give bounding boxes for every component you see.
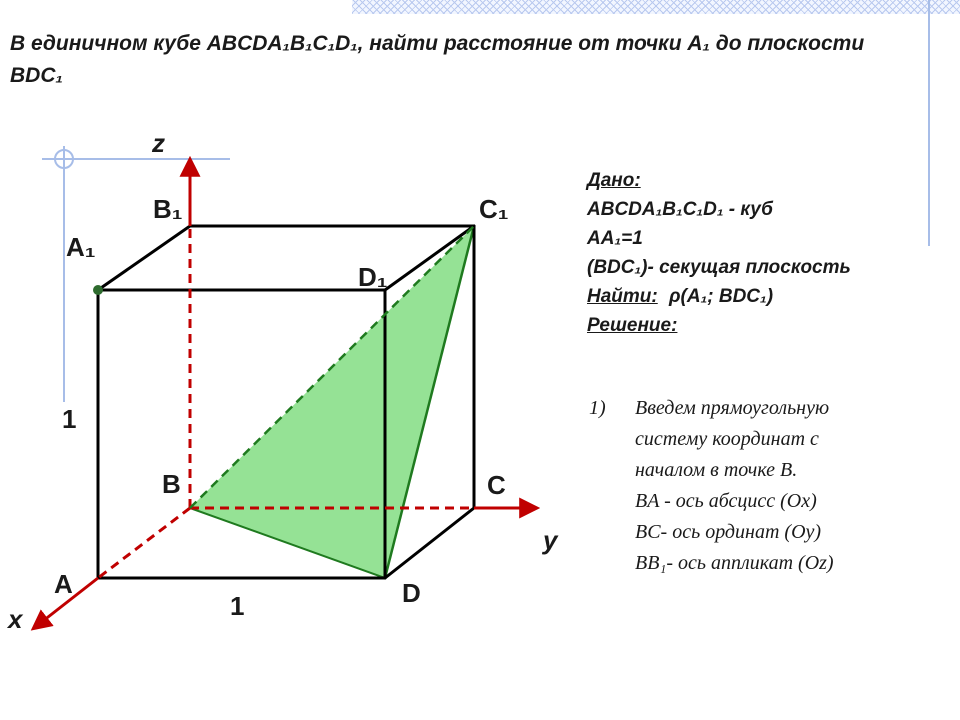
given-line-edge: AA₁=1 — [587, 228, 643, 249]
label-vertex-d1: D₁ — [358, 262, 388, 292]
given-heading: Дано: — [587, 170, 641, 191]
label-vertex-a1: A₁ — [66, 232, 96, 262]
step-line: Введем прямоугольную — [635, 397, 830, 419]
find-value: ρ(A₁; BDC₁) — [669, 286, 774, 307]
step-number: 1) — [589, 397, 606, 419]
find-row — [587, 282, 947, 311]
label-edge-length-vertical: 1 — [62, 404, 77, 434]
given-section — [587, 166, 947, 340]
point-a1 — [93, 285, 103, 295]
step-line: BA - ось абсцисс (Ox) — [635, 490, 817, 512]
label-vertex-a: A — [54, 569, 73, 599]
dashed-x-axis — [98, 508, 190, 578]
solution-step-1 — [589, 393, 949, 579]
label-vertex-b: B — [162, 469, 181, 499]
step-line: BB₁- ось аппликат (Oz) — [635, 552, 834, 574]
label-edge-length-horizontal: 1 — [230, 591, 245, 621]
label-vertex-d: D — [402, 578, 421, 608]
label-vertex-c: C — [487, 470, 506, 500]
coordinate-axes — [34, 160, 536, 628]
problem-title: В единичном кубе ABCDA₁B₁C₁D₁, найти расстояние от точки A₁ до плоскости BDC₁ — [10, 32, 865, 87]
label-axis-z: z — [152, 128, 165, 158]
label-vertex-b1: B₁ — [153, 194, 183, 224]
find-label: Найти: — [587, 286, 658, 307]
given-line-cube: ABCDA₁B₁C₁D₁ - куб — [587, 199, 773, 220]
section-plane-bdc1 — [190, 226, 474, 578]
edge-a1-b1 — [98, 226, 190, 290]
solution-label: Решение: — [587, 315, 678, 336]
step-line: началом в точке B. — [635, 459, 798, 481]
label-axis-y: y — [543, 525, 558, 555]
label-vertex-c1: C₁ — [479, 194, 509, 224]
step-line: систему координат с — [635, 428, 819, 450]
label-axis-x: x — [8, 604, 23, 634]
given-line-plane: (BDC₁)- секущая плоскость — [587, 257, 851, 278]
step-line: BC- ось ординат (Oy) — [635, 521, 822, 543]
